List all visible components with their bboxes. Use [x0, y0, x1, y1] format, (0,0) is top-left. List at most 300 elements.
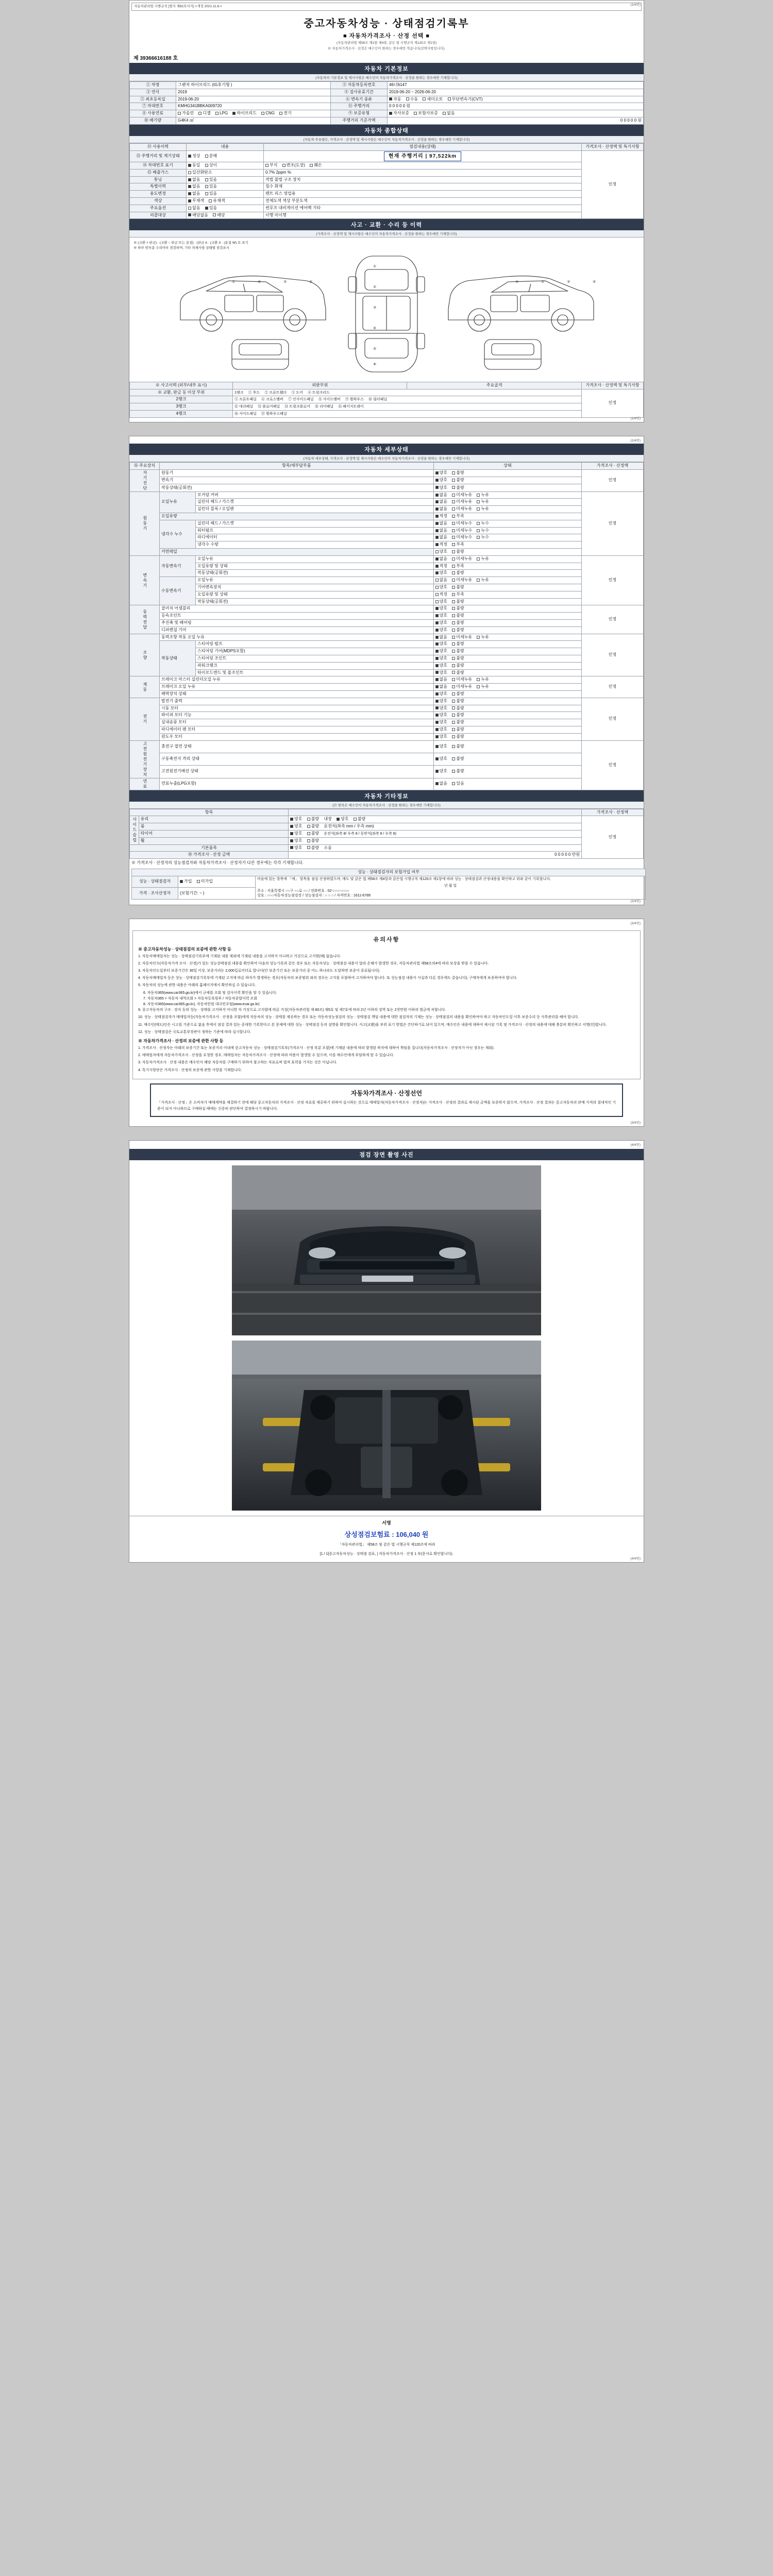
status-options[interactable]	[433, 719, 581, 726]
checkbox-icon[interactable]	[448, 97, 451, 100]
option-damaged[interactable]: 훼손	[310, 163, 322, 168]
option-good[interactable]: 양호	[435, 485, 447, 491]
option-no-warranty[interactable]: 없음	[443, 111, 455, 116]
option-good[interactable]: 양호	[290, 824, 302, 829]
option-chromatic[interactable]: 유채색	[209, 198, 225, 204]
status-options[interactable]	[433, 484, 581, 492]
checkbox-icon[interactable]	[435, 486, 439, 489]
option-bad[interactable]: 불량	[452, 734, 464, 740]
option-good[interactable]: 양호	[435, 699, 447, 704]
checkbox-icon[interactable]	[205, 178, 208, 181]
checkbox-icon[interactable]	[452, 571, 455, 574]
row-options[interactable]	[187, 205, 264, 212]
checkbox-icon[interactable]	[452, 515, 455, 518]
option-good[interactable]: 양호	[435, 628, 447, 633]
option-exists[interactable]: 있음	[205, 191, 217, 197]
status-options[interactable]	[433, 726, 581, 733]
status-options[interactable]	[433, 598, 581, 605]
checkbox-icon[interactable]	[188, 155, 191, 158]
option-slight-leak[interactable]: 미세누유	[452, 684, 472, 690]
option-lpg[interactable]: LPG	[215, 111, 228, 116]
option-adequate[interactable]: 적정	[435, 514, 447, 519]
checkbox-icon[interactable]	[435, 629, 439, 632]
option-slight-leak[interactable]: 미세누유	[452, 493, 472, 498]
checkbox-icon[interactable]	[354, 818, 357, 821]
status-options[interactable]	[433, 753, 581, 765]
option-bad[interactable]: 불량	[452, 699, 464, 704]
option-exists[interactable]: 있음	[205, 177, 217, 183]
status-options[interactable]	[433, 513, 581, 520]
option-none[interactable]: 없음	[435, 556, 447, 562]
status-options[interactable]	[433, 499, 581, 506]
checkbox-icon[interactable]	[452, 522, 455, 525]
option-leak[interactable]: 누수	[477, 521, 489, 527]
status-options[interactable]	[433, 584, 581, 591]
option-slight-leak[interactable]: 미세누수	[452, 521, 472, 527]
option-achromatic[interactable]: 무채색	[188, 198, 204, 204]
status-options[interactable]	[433, 477, 581, 484]
checkbox-icon[interactable]	[337, 818, 340, 821]
option-good[interactable]: 양호	[435, 620, 447, 626]
option-bad[interactable]: 불량	[452, 485, 464, 491]
checkbox-icon[interactable]	[435, 721, 439, 724]
checkbox-icon[interactable]	[477, 507, 480, 511]
option-bad[interactable]: 불량	[452, 585, 464, 590]
option-leak[interactable]: 누유	[477, 493, 489, 498]
checkbox-icon[interactable]	[452, 745, 455, 748]
option-insufficient[interactable]: 부족	[452, 564, 464, 569]
checkbox-icon[interactable]	[452, 543, 455, 546]
status-options[interactable]	[433, 778, 581, 790]
option-gasoline[interactable]: 가솔린	[178, 111, 194, 116]
checkbox-icon[interactable]	[452, 757, 455, 760]
option-uninsured[interactable]: 미가입	[197, 879, 213, 885]
checkbox-icon[interactable]	[452, 770, 455, 773]
row-options[interactable]	[187, 212, 264, 219]
checkbox-icon[interactable]	[452, 621, 455, 624]
option-none[interactable]: 없음	[435, 499, 447, 505]
option-good[interactable]: 양호	[435, 570, 447, 576]
option-normal[interactable]: 정상	[188, 154, 200, 159]
checkbox-icon[interactable]	[452, 671, 455, 674]
checkbox-icon[interactable]	[188, 185, 191, 188]
option-good[interactable]: 양호	[435, 691, 447, 697]
checkbox-icon[interactable]	[188, 192, 191, 195]
checkbox-icon[interactable]	[435, 515, 439, 518]
checkbox-icon[interactable]	[435, 579, 439, 582]
option-exists[interactable]: 있음	[452, 781, 464, 787]
checkbox-icon[interactable]	[435, 479, 439, 482]
fuel-options[interactable]	[176, 110, 331, 117]
checkbox-icon[interactable]	[188, 178, 191, 181]
option-bad[interactable]: 불량	[452, 744, 464, 750]
checkbox-icon[interactable]	[452, 636, 455, 639]
checkbox-icon[interactable]	[435, 745, 439, 748]
option-good[interactable]: 양호	[435, 470, 447, 476]
checkbox-icon[interactable]	[178, 112, 181, 115]
option-bad[interactable]: 불량	[452, 649, 464, 654]
checkbox-icon[interactable]	[435, 507, 439, 511]
option-bad[interactable]: 불량	[452, 691, 464, 697]
checkbox-icon[interactable]	[435, 607, 439, 610]
checkbox-icon[interactable]	[435, 593, 439, 596]
status-options[interactable]	[433, 577, 581, 584]
option-good[interactable]: 양호	[435, 613, 447, 619]
checkbox-icon[interactable]	[452, 579, 455, 582]
checkbox-icon[interactable]	[435, 494, 439, 497]
option-diesel[interactable]: 디젤	[198, 111, 210, 116]
status-options[interactable]	[433, 662, 581, 669]
checkbox-icon[interactable]	[452, 714, 455, 717]
option-insufficient[interactable]: 부족	[452, 514, 464, 519]
option-good[interactable]: 양호	[435, 756, 447, 762]
option-adequate[interactable]: 적정	[435, 592, 447, 598]
status-options[interactable]	[433, 520, 581, 527]
status-options[interactable]	[433, 605, 581, 613]
option-none[interactable]: 없음	[435, 578, 447, 583]
checkbox-icon[interactable]	[307, 839, 310, 842]
checkbox-icon[interactable]	[477, 500, 480, 503]
checkbox-icon[interactable]	[414, 112, 417, 115]
option-adequate[interactable]: 적정	[435, 542, 447, 548]
option-bad[interactable]: 불량	[307, 838, 319, 844]
option-good[interactable]: 양호	[435, 656, 447, 662]
option-altered[interactable]: 변조(도장)	[282, 163, 305, 168]
option-bad[interactable]: 불량	[452, 628, 464, 633]
status-options[interactable]	[433, 613, 581, 620]
option-slight-leak[interactable]: 미세누유	[452, 677, 472, 683]
option-good[interactable]: 양호	[435, 663, 447, 669]
option-good[interactable]: 양호	[435, 744, 447, 750]
option-leak[interactable]: 누유	[477, 677, 489, 683]
row-options[interactable]	[187, 162, 264, 170]
option-good[interactable]: 양호	[435, 606, 447, 612]
checkbox-icon[interactable]	[290, 839, 293, 842]
checkbox-icon[interactable]	[452, 685, 455, 688]
option-self-warranty[interactable]: 자사보증	[389, 111, 409, 116]
option-exists[interactable]: 있음	[205, 206, 217, 211]
checkbox-icon[interactable]	[435, 706, 439, 709]
checkbox-icon[interactable]	[435, 471, 439, 474]
checkbox-icon[interactable]	[435, 586, 439, 589]
row-options[interactable]	[187, 176, 264, 183]
option-leak[interactable]: 누유	[477, 499, 489, 505]
option-good[interactable]: 양호	[435, 585, 447, 590]
checkbox-icon[interactable]	[435, 650, 439, 653]
option-applicable[interactable]: 해당	[213, 213, 225, 218]
option-bad[interactable]: 불량	[452, 599, 464, 605]
option-good[interactable]: 양호	[435, 649, 447, 654]
option-hybrid[interactable]: 하이브리드	[232, 111, 257, 116]
checkbox-icon[interactable]	[307, 818, 310, 821]
checkbox-icon[interactable]	[452, 706, 455, 709]
checkbox-icon[interactable]	[435, 671, 439, 674]
checkbox-icon[interactable]	[435, 600, 439, 603]
checkbox-icon[interactable]	[435, 714, 439, 717]
option-bad[interactable]: 불량	[452, 549, 464, 555]
option-good[interactable]: 양호	[290, 831, 302, 837]
checkbox-icon[interactable]	[232, 112, 236, 115]
status-options[interactable]	[433, 541, 581, 549]
checkbox-icon[interactable]	[452, 650, 455, 653]
row-options[interactable]	[289, 844, 582, 852]
checkbox-icon[interactable]	[215, 112, 219, 115]
status-options[interactable]	[433, 527, 581, 534]
option-bad[interactable]: 불량	[452, 641, 464, 647]
option-good[interactable]: 양호	[435, 549, 447, 555]
option-bad[interactable]: 불량	[452, 663, 464, 669]
option-good[interactable]: 양호	[435, 713, 447, 718]
status-options[interactable]	[433, 669, 581, 676]
checkbox-icon[interactable]	[279, 112, 282, 115]
option-leak[interactable]: 누수	[477, 528, 489, 534]
status-options[interactable]	[433, 555, 581, 563]
checkbox-icon[interactable]	[205, 207, 208, 210]
option-interior-good[interactable]: 양호	[337, 817, 348, 822]
option-none[interactable]: 없음	[435, 521, 447, 527]
option-cng[interactable]: CNG	[261, 111, 275, 116]
checkbox-icon[interactable]	[435, 678, 439, 681]
option-leak[interactable]: 누유	[477, 506, 489, 512]
checkbox-icon[interactable]	[198, 112, 201, 115]
checkbox-icon[interactable]	[477, 579, 480, 582]
option-good[interactable]: 양호	[435, 769, 447, 774]
row-options[interactable]	[187, 198, 264, 205]
option-interior-bad[interactable]: 불량	[354, 817, 365, 822]
status-options[interactable]	[433, 591, 581, 598]
option-good[interactable]: 양호	[435, 641, 447, 647]
option-manual[interactable]: 수동	[406, 97, 418, 103]
option-not-applicable[interactable]: 해당없음	[188, 213, 208, 218]
option-none[interactable]: 없음	[435, 493, 447, 498]
checkbox-icon[interactable]	[452, 500, 455, 503]
checkbox-icon[interactable]	[205, 164, 208, 167]
checkbox-icon[interactable]	[435, 770, 439, 773]
checkbox-icon[interactable]	[435, 700, 439, 703]
checkbox-icon[interactable]	[435, 621, 439, 624]
option-bad[interactable]: 불량	[452, 656, 464, 662]
status-options[interactable]	[433, 698, 581, 705]
checkbox-icon[interactable]	[435, 529, 439, 532]
option-none[interactable]: 없음	[188, 184, 200, 190]
status-options[interactable]	[433, 641, 581, 648]
checkbox-icon[interactable]	[452, 607, 455, 610]
checkbox-icon[interactable]	[423, 97, 426, 100]
checkbox-icon[interactable]	[435, 757, 439, 760]
checkbox-icon[interactable]	[205, 192, 208, 195]
checkbox-icon[interactable]	[452, 629, 455, 632]
option-bad[interactable]: 불량	[452, 706, 464, 711]
checkbox-icon[interactable]	[435, 735, 439, 738]
option-none[interactable]: 없음	[435, 506, 447, 512]
option-none[interactable]: 없음	[435, 677, 447, 683]
status-options[interactable]	[433, 740, 581, 753]
checkbox-icon[interactable]	[435, 543, 439, 546]
status-options[interactable]	[433, 766, 581, 778]
option-good[interactable]: 양호	[435, 478, 447, 483]
checkbox-icon[interactable]	[477, 557, 480, 561]
option-electric[interactable]: 전기	[279, 111, 291, 116]
checkbox-icon[interactable]	[443, 112, 446, 115]
checkbox-icon[interactable]	[452, 494, 455, 497]
checkbox-icon[interactable]	[435, 657, 439, 660]
option-bad[interactable]: 불량	[452, 478, 464, 483]
checkbox-icon[interactable]	[477, 685, 480, 688]
checkbox-icon[interactable]	[290, 846, 293, 849]
status-options[interactable]	[433, 626, 581, 634]
option-adequate[interactable]: 적정	[435, 564, 447, 569]
option-slight-leak[interactable]: 미세누유	[452, 556, 472, 562]
option-good[interactable]: 양호	[435, 734, 447, 740]
checkbox-icon[interactable]	[452, 678, 455, 681]
status-options[interactable]	[433, 534, 581, 541]
checkbox-icon[interactable]	[435, 664, 439, 667]
checkbox-icon[interactable]	[435, 571, 439, 574]
checkbox-icon[interactable]	[477, 636, 480, 639]
option-disassembled[interactable]: 분해	[205, 154, 217, 159]
checkbox-icon[interactable]	[435, 692, 439, 696]
checkbox-icon[interactable]	[188, 171, 191, 174]
option-bad[interactable]: 불량	[452, 670, 464, 676]
checkbox-icon[interactable]	[452, 692, 455, 696]
option-leak[interactable]: 누유	[477, 556, 489, 562]
option-bad[interactable]: 불량	[452, 470, 464, 476]
option-slight-leak[interactable]: 미세누유	[452, 499, 472, 505]
checkbox-icon[interactable]	[435, 550, 439, 553]
checkbox-icon[interactable]	[477, 536, 480, 539]
checkbox-icon[interactable]	[213, 213, 216, 216]
checkbox-icon[interactable]	[452, 782, 455, 785]
status-options[interactable]	[433, 712, 581, 719]
option-bad[interactable]: 불량	[452, 713, 464, 718]
status-options[interactable]	[433, 676, 581, 684]
row-options[interactable]	[289, 830, 582, 837]
option-co[interactable]: 일산화탄소	[188, 170, 212, 176]
status-options[interactable]	[433, 705, 581, 712]
checkbox-icon[interactable]	[435, 500, 439, 503]
status-options[interactable]	[433, 506, 581, 513]
status-options[interactable]	[433, 570, 581, 577]
option-insufficient[interactable]: 부족	[452, 592, 464, 598]
option-bad[interactable]: 불량	[452, 613, 464, 619]
checkbox-icon[interactable]	[389, 97, 392, 100]
option-bad[interactable]: 불량	[307, 824, 319, 829]
checkbox-icon[interactable]	[406, 97, 409, 100]
checkbox-icon[interactable]	[452, 586, 455, 589]
option-same[interactable]: 동일	[188, 163, 200, 168]
checkbox-icon[interactable]	[477, 522, 480, 525]
checkbox-icon[interactable]	[188, 164, 191, 167]
checkbox-icon[interactable]	[435, 557, 439, 561]
checkbox-icon[interactable]	[197, 880, 200, 883]
checkbox-icon[interactable]	[452, 479, 455, 482]
checkbox-icon[interactable]	[290, 832, 293, 835]
checkbox-icon[interactable]	[290, 818, 293, 821]
status-options[interactable]	[433, 549, 581, 556]
checkbox-icon[interactable]	[452, 664, 455, 667]
option-bad[interactable]: 불량	[452, 756, 464, 762]
option-good[interactable]: 양호	[435, 720, 447, 725]
option-leak[interactable]: 누유	[477, 635, 489, 640]
row-options[interactable]	[289, 823, 582, 831]
option-semiauto[interactable]: 세미오토	[423, 97, 443, 103]
row-options[interactable]	[289, 816, 582, 823]
checkbox-icon[interactable]	[435, 728, 439, 731]
option-none[interactable]: 없음	[188, 177, 200, 183]
checkbox-icon[interactable]	[205, 155, 208, 158]
checkbox-icon[interactable]	[452, 735, 455, 738]
option-exists[interactable]: 있음	[205, 184, 217, 190]
option-bad[interactable]: 불량	[307, 845, 319, 851]
option-bad[interactable]: 불량	[452, 620, 464, 626]
option-cvt[interactable]: 무단변속기(CVT)	[448, 97, 483, 103]
option-good[interactable]: 양호	[290, 838, 302, 844]
checkbox-icon[interactable]	[452, 471, 455, 474]
checkbox-icon[interactable]	[435, 614, 439, 617]
checkbox-icon[interactable]	[452, 642, 455, 646]
checkbox-icon[interactable]	[452, 550, 455, 553]
tab-exterior[interactable]: 외판부위	[233, 382, 407, 389]
checkbox-icon[interactable]	[452, 536, 455, 539]
checkbox-icon[interactable]	[452, 728, 455, 731]
checkbox-icon[interactable]	[435, 522, 439, 525]
checkbox-icon[interactable]	[435, 636, 439, 639]
option-insufficient[interactable]: 부족	[452, 542, 464, 548]
checkbox-icon[interactable]	[477, 529, 480, 532]
row-options[interactable]	[187, 183, 264, 191]
checkbox-icon[interactable]	[307, 825, 310, 828]
checkbox-icon[interactable]	[452, 657, 455, 660]
status-options[interactable]	[433, 620, 581, 627]
checkbox-icon[interactable]	[265, 164, 268, 167]
checkbox-icon[interactable]	[452, 507, 455, 511]
option-insured[interactable]: 가입	[180, 879, 192, 885]
checkbox-icon[interactable]	[180, 880, 183, 883]
option-none[interactable]: 없음	[435, 635, 447, 640]
checkbox-icon[interactable]	[452, 565, 455, 568]
option-slight-leak[interactable]: 미세누수	[452, 535, 472, 540]
tab-frame[interactable]: 주요골격	[407, 382, 582, 389]
option-good[interactable]: 양호	[435, 599, 447, 605]
option-slight-leak[interactable]: 미세누유	[452, 578, 472, 583]
option-leak[interactable]: 누수	[477, 535, 489, 540]
checkbox-icon[interactable]	[261, 112, 264, 115]
checkbox-icon[interactable]	[282, 164, 285, 167]
checkbox-icon[interactable]	[188, 207, 191, 210]
option-good[interactable]: 양호	[435, 706, 447, 711]
checkbox-icon[interactable]	[188, 199, 191, 202]
checkbox-icon[interactable]	[209, 199, 212, 202]
checkbox-icon[interactable]	[452, 486, 455, 489]
option-bad[interactable]: 불량	[452, 720, 464, 725]
row-options[interactable]	[289, 837, 582, 844]
option-good[interactable]: 양호	[290, 845, 302, 851]
option-good[interactable]: 양호	[435, 670, 447, 676]
option-bad[interactable]: 불량	[452, 570, 464, 576]
checkbox-icon[interactable]	[477, 494, 480, 497]
checkbox-icon[interactable]	[452, 614, 455, 617]
checkbox-icon[interactable]	[205, 185, 208, 188]
checkbox-icon[interactable]	[389, 112, 392, 115]
option-slight-leak[interactable]: 미세누수	[452, 528, 472, 534]
option-insurer-warranty[interactable]: 보험사보증	[414, 111, 438, 116]
status-options[interactable]	[433, 492, 581, 499]
status-options[interactable]	[433, 684, 581, 691]
checkbox-icon[interactable]	[188, 213, 191, 216]
checkbox-icon[interactable]	[435, 642, 439, 646]
checkbox-icon[interactable]	[307, 832, 310, 835]
option-bad[interactable]: 불량	[452, 769, 464, 774]
